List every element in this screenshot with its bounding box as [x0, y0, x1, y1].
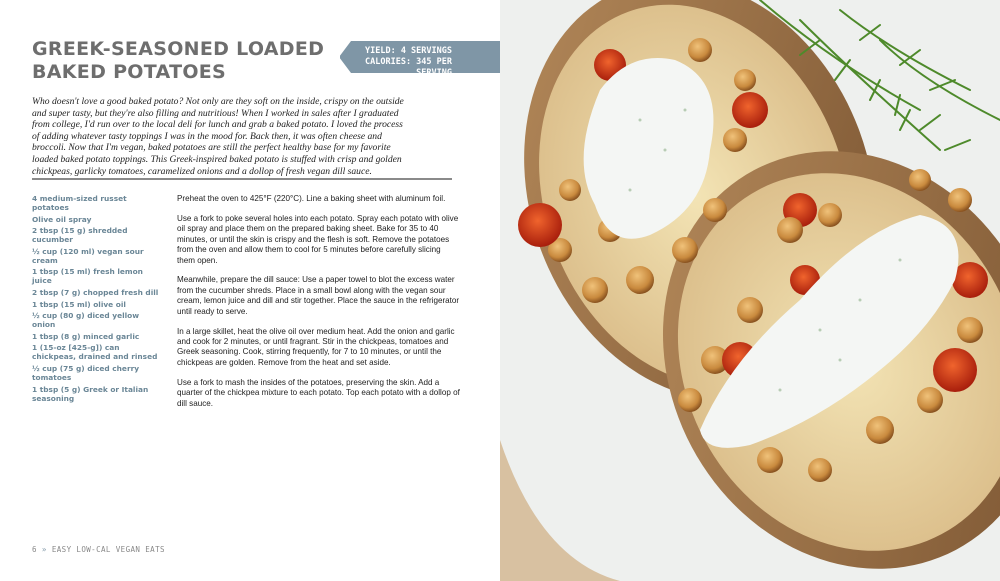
ingredient-item: 1 tbsp (5 g) Greek or Italian seasoning	[32, 384, 149, 403]
ingredient-item: 1 (15-oz [425-g]) can chickpeas, drained and rinsed	[32, 343, 158, 362]
yield-text: YIELD: 4 SERVINGS	[365, 46, 452, 56]
yield-banner	[340, 41, 500, 78]
ingredient-item: ½ cup (75 g) diced cherry tomatoes	[32, 363, 140, 382]
method-steps	[177, 194, 460, 418]
ingredient-item: Olive oil spray	[32, 214, 92, 224]
ingredient-item: 1 tbsp (15 ml) olive oil	[32, 299, 126, 309]
method-step: In a large skillet, heat the olive oil over medium heat. Add the onion and garlic and cook for 2 minutes, or until fragrant. Stir in the chickpeas, tomatoes and Greek seasoning. Cook, stirring frequently, for 7 to 10 minutes, or until the chickpeas are golden. Remove from the heat and set aside.	[177, 326, 455, 367]
ingredient-item: 1 tbsp (15 ml) fresh lemon juice	[32, 267, 143, 286]
recipe-title-line-2: BAKED POTATOES	[32, 61, 227, 83]
method-step: Use a fork to poke several holes into each potato. Spray each potato with olive oil spray and place them on the prepared baking sheet. Bake for 35 to 40 minutes, or until the skin is crispy and the flesh is soft. Remove the potatoes from the oven and allow them to cool for 5 minutes before carefully slicing them open.	[177, 213, 459, 265]
recipe-title-line-1: GREEK-SEASONED LOADED	[32, 38, 325, 60]
food-photo	[500, 0, 1000, 581]
calories-text: CALORIES: 345 PER SERVING	[365, 57, 452, 78]
ingredient-item: ½ cup (120 ml) vegan sour cream	[32, 246, 144, 265]
section-divider	[32, 178, 452, 180]
footer-separator: »	[41, 545, 47, 554]
method-step: Use a fork to mash the insides of the potatoes, preserving the skin. Add a quarter of the chickpea mixture to each potato. Top each potato with a dollop of dill sauce.	[177, 377, 460, 408]
page-number: 6	[32, 545, 37, 554]
baked-potatoes-illustration	[500, 0, 1000, 581]
book-title: EASY LOW-CAL VEGAN EATS	[51, 545, 165, 554]
page-footer	[32, 545, 165, 554]
ingredient-item: 2 tbsp (15 g) shredded cucumber	[32, 226, 128, 245]
recipe-title	[32, 38, 332, 84]
intro-paragraph: Who doesn't love a good baked potato? Not only are they soft on the inside, crispy on the outside and super tasty, but they're also filling and nutritious! When I worked in sales after I graduated from college, I'd run over to the local deli for lunch and grab a baked potato. I loved the process of adding whatever tasty toppings I was in the mood for. Back then, it was often cheese and broccoli. Now that I'm vegan, baked potatoes are still the perfect healthy base for my favorite loaded baked potato toppings. This Greek-inspired baked potato is stuffed with crisp and golden chickpeas, garlicky tomatoes, caramelized onions and a dollop of fresh vegan dill sauce.	[32, 96, 404, 177]
method-step: Meanwhile, prepare the dill sauce: Use a paper towel to blot the excess water from the cucumber shreds. Place in a small bowl along with the vegan sour cream, lemon juice and dill and stir together. Place the sauce in the refrigerator until ready to serve.	[177, 275, 460, 316]
method-step: Preheat the oven to 425°F (220°C). Line a baking sheet with aluminum foil.	[177, 194, 446, 203]
ingredient-item: 1 tbsp (8 g) minced garlic	[32, 331, 140, 341]
ingredient-item: 2 tbsp (7 g) chopped fresh dill	[32, 287, 159, 297]
ingredient-item: ½ cup (80 g) diced yellow onion	[32, 311, 140, 330]
ingredient-list	[32, 194, 160, 405]
ingredient-item: 4 medium-sized russet potatoes	[32, 194, 127, 212]
